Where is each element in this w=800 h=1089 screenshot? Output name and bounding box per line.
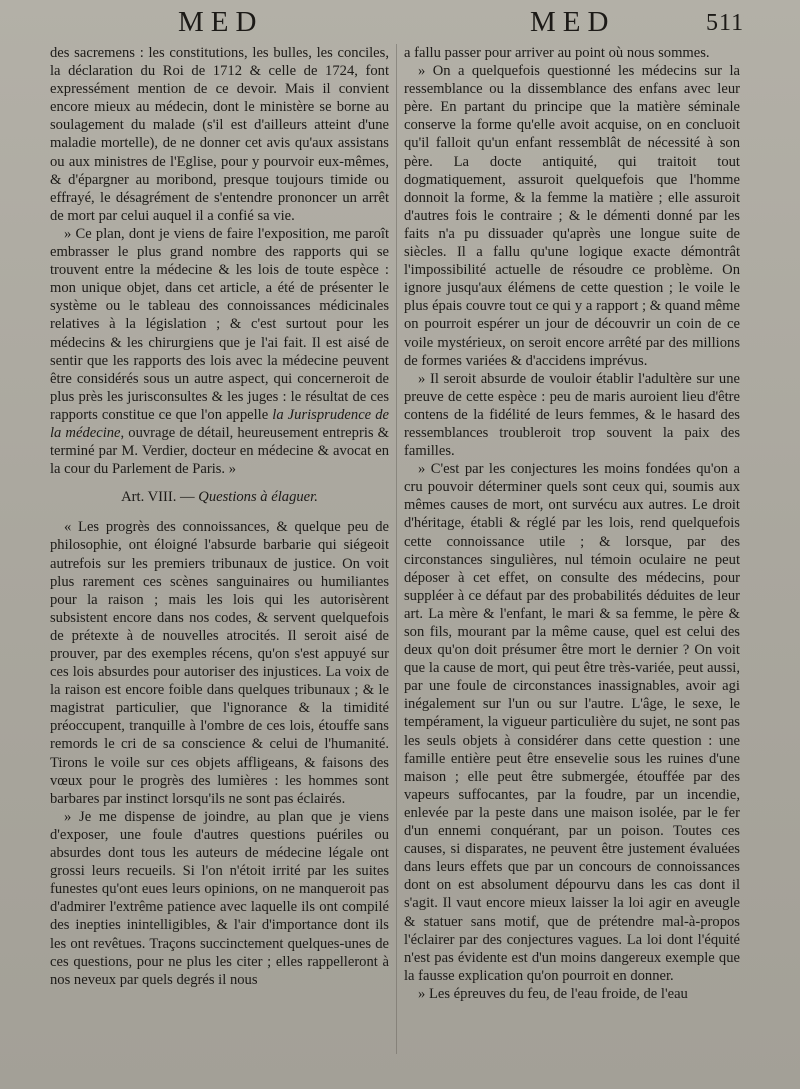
section-heading [50, 488, 389, 506]
left-running-title: MED [178, 6, 264, 38]
left-paragraph-2-italic: la Jurisprudence de la médecine [50, 406, 389, 441]
running-header [0, 6, 800, 42]
section-heading-title: Questions à élaguer. [198, 489, 318, 506]
right-column [404, 44, 740, 1003]
left-paragraph-2-text: » Ce plan, dont je viens de faire l'exposition, me paroît embrasser le plus grand nombre des rapports qui se trouvent entre la médecine & les lois de toute espèce : mon unique objet, dans cet article, a été de présenter le système ou le tableau des connoissances médicinales relatives à la législation ; & c'est surtout pour les médecins & les chirurgiens que je l'ai fait. Il est aisé de sentir que les rapports des lois avec la médecine peuvent être considérés sous un autre aspect, qui concerneroit de plus près les jurisconsultes & les juges : le résultat de ces rapports constitue ce que l'on appelle [50, 225, 389, 423]
left-paragraph-3: « Les progrès des connoissances, & quelque peu de philosophie, ont éloigné l'absurde barbarie qui siégeoit autrefois sur les premiers tribunaux de justice. On voit plus rarement ces scènes sanguinaires ou humiliantes pour la raison ; mais les lois qui les autorisèrent subsistent encore dans nos codes, & servent quelquefois de prétexte à de nouvelles atrocités. Il seroit aisé de prouver, par des exemples récens, qu'on s'est appuyé sur ces lois absurdes pour autoriser des injustices. La voix de la raison est encore foible dans quelques tribunaux ; & le magistrat particulier, que l'ignorance & la timidité préoccupent, tranquille à l'ombre de ces lois, étouffe sans remords le cri de sa conscience & celui de l'humanité. Tirons le voile sur ces objets affligeans, & faisons des vœux pour le progrès des lumières : les hommes sont barbares par instinct lorsqu'ils ne sont pas éclairés. [50, 519, 389, 807]
left-paragraph-1: des sacremens : les constitutions, les bulles, les conciles, la déclaration du Roi de 1712 & celle de 1724, font expressément mention de ce devoir. Mais il convient encore mieux au médecin, dont le ministère se borne au soulagement du malade (s'il est d'ailleurs atteint d'une maladie mortelle), de ne donner cet avis qu'aux assistans ou aux ministres de l'Eglise, pour y pourvoir eux-mêmes, & d'épargner au moribond, presque toujours timide ou effrayé, le désagrément de s'entendre prononcer un arrêt de mort par celui auquel il a confié sa vie. [50, 45, 389, 224]
column-divider [396, 44, 397, 1054]
right-running-title: MED [530, 6, 616, 38]
left-paragraph-2 [50, 225, 389, 478]
page-number: 511 [706, 10, 745, 36]
right-paragraph-4: » C'est par les conjectures les moins fondées qu'on a cru pouvoir déterminer quels sont ceux qui, soumis aux mêmes causes de mort, ont survécu aux autres. Le droit d'héritage, établi & réglé par les lois, rend quelquefois cette connoissance utile ; & lorsque, par des circonstances singulières, nul témoin oculaire ne peut déposer à cet effet, on consulte des médecins, pour suppléer à ce défaut par des probabilités déduites de leur art. La mère & l'enfant, le mari & sa femme, le père & son fils, mourant par la même cause, quel est celui des deux qu'on doit présumer être mort le dernier ? On voit que la cause de mort, qui peut être très-variée, peut aussi, par une foule de circonstances inassignables, avoir agi inégalement sur l'un ou sur l'autre. L'âge, le sexe, le tempérament, la vigueur particulière du sujet, ne sont pas les seuls objets à considérer dans cette question : une famille entière peut être ensevelie sous les ruines d'une maison ; elle peut être submergée, étouffée par des vapeurs suffocantes, par la foudre, par un incendie, enlevée par la peste dans une maison isolée, par le fer d'un ennemi conquérant, par un poison. Toutes ces causes, si disparates, ne peuvent être justement évaluées dans leurs effets que par un concours de connoissances dont on est absolument dépourvu dans les cas dont il s'agit. Il vaut encore mieux laisser la loi agir en aveugle & statuer sans motif, que de prétendre mal-à-propos l'éclairer par des conjectures vagues. La loi dont l'équité n'est pas évidente est d'un moins dangereux exemple que la fausse explication qu'on pourroit en donner. [404, 461, 740, 984]
right-paragraph-3: » Il seroit absurde de vouloir établir l'adultère sur une preuve de cette espèce : peu de maris auroient lieu d'être contens de la fidélité de leurs femmes, & le hasard des ressemblances troubleroit trop souvent la paix des familles. [404, 370, 740, 460]
right-paragraph-1: a fallu passer pour arriver au point où nous sommes. [404, 45, 710, 61]
right-paragraph-2: » On a quelquefois questionné les médecins sur la ressemblance ou la dissemblance des enfans avec leur père. En partant du principe que la matière séminale conserve la forme qu'elle avoit acquise, on en concluoit qu'il falloit qu'un enfant ressemblât de nécessité à son père. La docte antiquité, qui traitoit tout dogmatiquement, assuroit quelquefois que l'homme donnoit la forme, & la femme la matière ; elle assuroit d'autres fois le contraire ; & le démenti donné par les faits n'a pu dissuader qu'après une longue suite de siècles. Il a fallu qu'une logique exacte démontrât l'impossibilité actuelle de résoudre ce problème. On ignore jusqu'aux élémens de cette question ; le voile le plus épais couvre tout ce qui y a rapport ; & quand même on pourroit espérer un jour de découvrir un coin de ce voile mystérieux, on seroit encore arrêté par des millions de formes variées & d'accidens imprévus. [404, 63, 740, 369]
left-paragraph-4: » Je me dispense de joindre, au plan que je viens d'exposer, une foule d'autres questions puériles ou absurdes dont tous les auteurs de médecine légale ont grossi leurs recueils. Si l'on n'étoit irrité par les suites funestes qu'ont eues leurs opinions, on ne manqueroit pas d'admirer l'extrême patience avec laquelle ils ont compilé des inepties inintelligibles, & l'air d'importance dont ils les ont revêtues. Traçons succinctement quelques-unes de ces questions, pour ne plus les citer ; elles rappelleront à nos neveux par quels degrés il nous [50, 808, 389, 988]
left-column [50, 44, 389, 989]
left-paragraph-2-end: , ouvrage de détail, heureusement entrepris & terminé par M. Verdier, docteur en médecine & avocat en la cour du Parlement de Paris. » [50, 424, 389, 478]
section-heading-number: Art. VIII. — [121, 489, 195, 506]
right-paragraph-5: » Les épreuves du feu, de l'eau froide, de l'eau [418, 985, 688, 1002]
